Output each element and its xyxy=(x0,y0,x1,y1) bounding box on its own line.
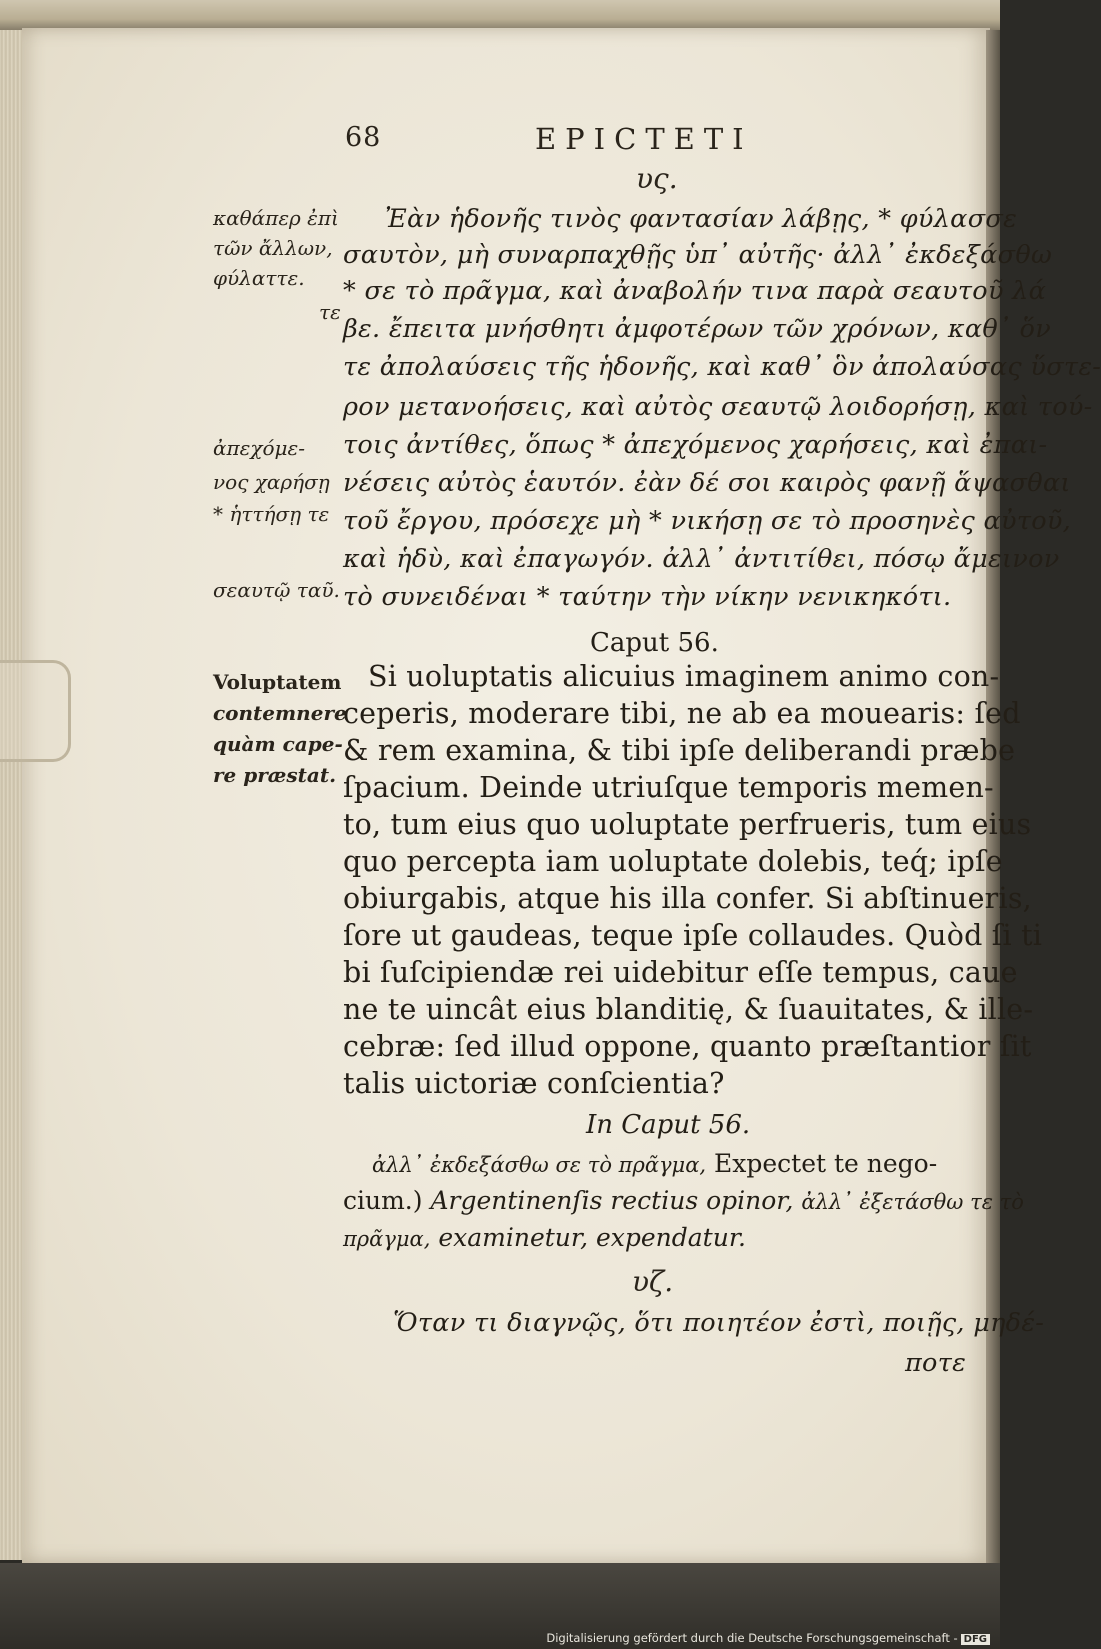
margin-note: quàm cape- xyxy=(213,732,343,756)
greek-text-line: * σε τὸ πρᾶγμα, καὶ ἀναβολήν τινα παρὰ σεαυτοῦ λά xyxy=(343,276,1047,306)
latin-text-line: to, tum eius quo uoluptate perfrueris, tum eius xyxy=(343,808,1032,841)
margin-note: καθάπερ ἐπὶ xyxy=(213,206,339,230)
latin-text-line: bi ſuſcipiendæ rei uidebitur eſſe tempus, caue xyxy=(343,956,1018,989)
commentary-title: In Caput 56. xyxy=(586,1110,751,1140)
commentary-greek: πρᾶγμα, xyxy=(343,1227,431,1251)
running-head: EPICTETI xyxy=(535,122,753,156)
greek-text-line: καὶ ἡδὺ, καὶ ἐπαγωγόν. ἀλλ᾽ ἀντιτίθει, πόσῳ ἄμεινον xyxy=(343,544,1060,574)
catchword: ποτε xyxy=(905,1348,967,1378)
margin-note: τῶν ἄλλων, xyxy=(213,236,333,260)
latin-text-line: cebræ: ſed illud oppone, quanto præſtantior ſit xyxy=(343,1030,1032,1063)
margin-note: νος χαρήσῃ xyxy=(213,470,330,494)
latin-text-line: ſore ut gaudeas, teque ipſe collaudes. Quòd ſi ti xyxy=(343,919,1043,952)
latin-text-line: & rem examina, & tibi ipſe deliberandi præbe xyxy=(343,734,1016,767)
greek-text-line: Ὅταν τι διαγνῷς, ὅτι ποιητέον ἐστὶ, ποιῇς, μηδέ- xyxy=(393,1308,1045,1338)
greek-text-line: σαυτὸν, μὴ συναρπαχθῇς ὑπ᾽ αὐτῆς· ἀλλ᾽ ἐκδεξάσθω xyxy=(343,240,1053,270)
commentary-latin: cium.) xyxy=(343,1186,423,1215)
latin-text-line: ſpacium. Deinde utriuſque temporis memen- xyxy=(343,771,994,804)
latin-text-line: ceperis, moderare tibi, ne ab ea mouearis: ſed xyxy=(343,697,1021,730)
page-number: 68 xyxy=(345,122,382,153)
latin-text-line: talis uictoriæ conſcientia? xyxy=(343,1067,725,1100)
margin-note: φύλαττε. xyxy=(213,266,305,290)
greek-text-line: νέσεις αὐτὸς ἑαυτόν. ἐὰν δέ σοι καιρὸς φανῇ ἅψασθαι xyxy=(343,468,1071,498)
commentary-italic: Argentinenſis rectius opinor, xyxy=(430,1186,794,1215)
commentary-italic: examinetur, expendatur. xyxy=(438,1223,746,1252)
latin-text-line: obiurgabis, atque his illa confer. Si abſtinueris, xyxy=(343,882,1032,915)
margin-note: contemnere xyxy=(213,701,347,725)
section-numeral-vs: υς. xyxy=(636,162,678,195)
caput-title: Caput 56. xyxy=(590,628,719,658)
commentary-line xyxy=(343,1186,1024,1215)
latin-text-line: Si uoluptatis alicuius imaginem animo con- xyxy=(368,660,1000,693)
credit-text: Digitalisierung gefördert durch die Deutsche Forschungsgemeinschaft - xyxy=(546,1631,958,1645)
commentary-line xyxy=(372,1149,937,1178)
margin-note: re præstat. xyxy=(213,763,337,787)
latin-text-line: quo percepta iam uoluptate dolebis, teq́; ipſe xyxy=(343,845,1003,878)
margin-note: * ἡττήσῃ τε xyxy=(213,502,330,526)
commentary-greek: ἀλλ᾽ ἐξετάσθω τε τὸ xyxy=(801,1190,1024,1214)
greek-text-line: τὸ συνειδέναι * ταύτην τὴν νίκην νενικηκότι. xyxy=(343,582,952,612)
greek-text-line: τοῦ ἔργου, πρόσεχε μὴ * νικήσῃ σε τὸ προσηνὲς αὐτοῦ, xyxy=(343,506,1072,536)
greek-text-line: ρον μετανοήσεις, καὶ αὐτὸς σεαυτῷ λοιδορήσῃ, καὶ τού- xyxy=(343,392,1093,422)
latin-text-line: ne te uincât eius blanditię, & ſuauitates, & ille- xyxy=(343,993,1034,1026)
page-header xyxy=(345,122,785,162)
commentary-latin: Expectet te nego- xyxy=(714,1149,938,1178)
digitization-credit xyxy=(546,1631,990,1645)
commentary-line xyxy=(343,1223,746,1252)
greek-text-line: βε. ἔπειτα μνήσθητι ἀμφοτέρων τῶν χρόνων, καθ᾽ ὅν xyxy=(343,314,1051,344)
bookmark-tab xyxy=(0,660,71,762)
greek-text-line: τοις ἀντίθες, ὅπως * ἀπεχόμενος χαρήσεις, καὶ ἐπαι- xyxy=(343,430,1048,460)
margin-note: τε xyxy=(319,300,341,324)
greek-text-line: τε ἀπολαύσεις τῆς ἡδονῆς, καὶ καθ᾽ ὃν ἀπολαύσας ὕστε- xyxy=(343,352,1101,382)
margin-note: σεαυτῷ ταῦ. xyxy=(213,578,340,602)
section-numeral-vz: υζ. xyxy=(632,1265,674,1298)
greek-text-line: Ἐὰν ἡδονῆς τινὸς φαντασίαν λάβῃς, * φύλασσε xyxy=(385,204,1018,234)
commentary-greek: ἀλλ᾽ ἐκδεξάσθω σε τὸ πρᾶγμα, xyxy=(372,1153,707,1177)
dfg-logo: DFG xyxy=(961,1634,990,1645)
margin-note: ἀπεχόμε- xyxy=(213,436,306,460)
margin-note: Voluptatem xyxy=(213,670,342,694)
